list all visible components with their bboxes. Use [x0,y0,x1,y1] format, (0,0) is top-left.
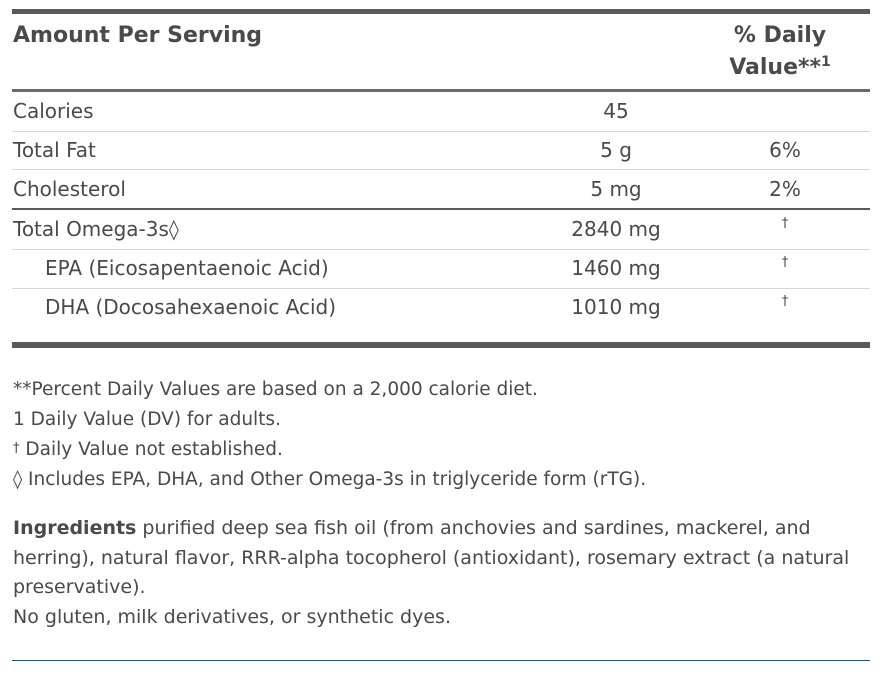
nutrient-row-total-omega-3s [12,210,870,248]
ingredients-text: purified deep sea fish oil (from anchovies and sardines, mackerel, and herring), natural flavor, RRR-alpha tocopherol (antioxidant), rosemary extract (a natural preservative). [13,517,850,598]
top-divider [12,9,870,14]
nutrient-daily-value: † [781,255,789,270]
nutrient-name: Total Omega-3s◊ [13,217,179,241]
daily-value-heading [720,20,840,84]
daily-value-heading-line1: % Daily [733,23,827,48]
footnote-dagger-text: Daily Value not established. [19,439,283,460]
daily-value-heading-line2: Value** [729,55,822,80]
footnote-dv-adults: 1 Daily Value (DV) for adults. [13,408,281,430]
nutrient-name: Calories [13,99,94,123]
footnote-percent-dv: **Percent Daily Values are based on a 2,000 calorie diet. [13,379,538,400]
nutrient-amount: 2840 mg [571,217,661,241]
nutrient-name: EPA (Eicosapentaenoic Acid) [45,256,329,280]
nutrient-amount: 45 [603,99,629,123]
dagger-symbol: † [13,441,20,456]
ingredients-label: Ingredients [13,517,137,539]
nutrient-row-dha [12,288,870,326]
footnotes [13,375,873,494]
final-divider [12,660,870,661]
ingredients-paragraph [13,514,871,603]
nutrient-row-epa [12,249,870,287]
nutrient-name: Cholesterol [13,177,126,201]
daily-value-footnote-mark: 1 [821,54,831,70]
nutrient-row-cholesterol [12,170,870,208]
nutrient-name: DHA (Docosahexaenoic Acid) [45,295,337,319]
nutrient-daily-value: † [781,216,789,231]
nutrient-daily-value: 2% [769,177,801,201]
ingredients-section [13,514,871,632]
nutrient-amount: 5 g [600,138,632,162]
nutrient-amount: 1010 mg [571,295,661,319]
free-from-statement: No gluten, milk derivatives, or synthetic dyes. [13,605,451,628]
amount-per-serving-heading: Amount Per Serving [13,23,263,48]
nutrient-name: Total Fat [13,138,96,162]
nutrient-amount: 5 mg [590,177,642,201]
nutrient-amount: 1460 mg [571,256,661,280]
nutrient-daily-value: † [781,294,789,309]
nutrient-row-calories [12,92,870,130]
bottom-divider [12,342,870,348]
nutrient-row-total-fat [12,131,870,169]
footnote-dagger [13,434,873,465]
footnote-omega-includes: ◊ Includes EPA, DHA, and Other Omega-3s in triglyceride form (rTG). [13,468,647,490]
nutrient-daily-value: 6% [769,138,801,162]
